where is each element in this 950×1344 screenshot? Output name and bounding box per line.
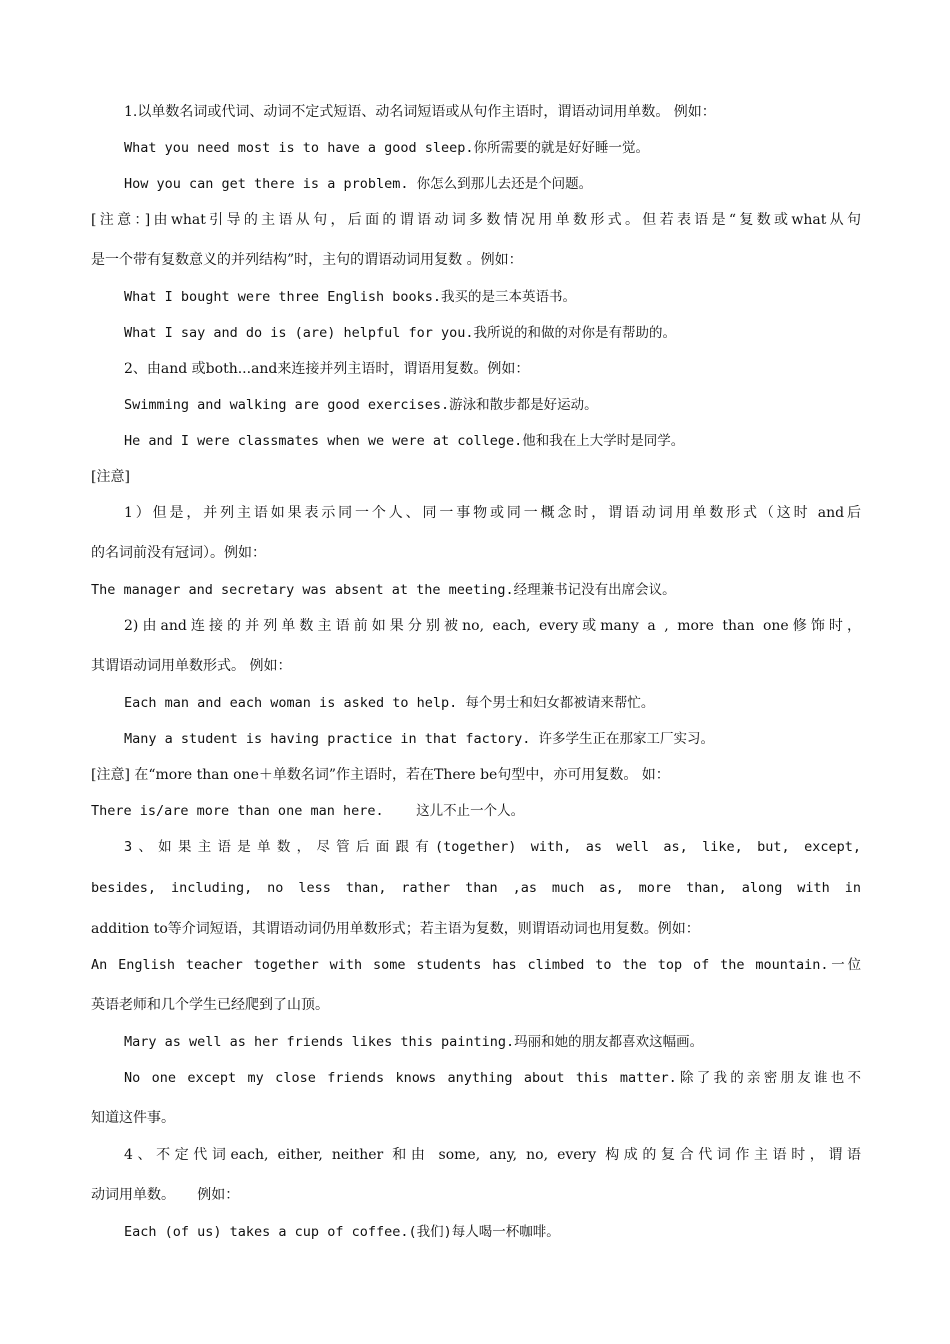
note-line: [注意：]由what引导的主语从句，后面的谓语动词多数情况用单数形式。但若表语是“复数或what从句 bbox=[91, 212, 861, 228]
example-line: 知道这件事。 bbox=[91, 1110, 175, 1126]
note-line: 其谓语动词用单数形式。 例如： bbox=[91, 658, 292, 674]
rule-4-line: 动词用单数。 例如： bbox=[91, 1187, 240, 1203]
rule-4-heading: 4、不定代词each, either, neither 和由 some, any, no, every 构成的复合代词作主语时，谓语 bbox=[124, 1147, 861, 1163]
example-line: He and I were classmates when we were at college.他和我在上大学时是同学。 bbox=[124, 433, 685, 449]
example-line: 英语老师和几个学生已经爬到了山顶。 bbox=[91, 997, 329, 1013]
example-line: Each (of us) takes a cup of coffee.(我们)每人喝一杯咖啡。 bbox=[124, 1224, 560, 1240]
rule-2-heading: 2、由and 或both...and来连接并列主语时，谓语用复数。例如： bbox=[124, 361, 530, 377]
rule-3-line: besides, including, no less than, rather than ,as much as, more than, along with in bbox=[91, 880, 861, 896]
example-line: An English teacher together with some students has climbed to the top of the mountain.一位 bbox=[91, 957, 861, 973]
example-line: There is/are more than one man here. 这儿不止一个人。 bbox=[91, 803, 525, 819]
example-line: Swimming and walking are good exercises.游泳和散步都是好运动。 bbox=[124, 397, 598, 413]
note-line: 2)由and连接的并列单数主语前如果分别被no, each, every或many a , more than one修饰时， bbox=[124, 618, 861, 634]
example-line: How you can get there is a problem. 你怎么到那儿去还是个问题。 bbox=[124, 176, 593, 192]
example-line: What you need most is to have a good sleep.你所需要的就是好好睡一觉。 bbox=[124, 140, 649, 156]
note-line: [注意] 在“more than one＋单数名词”作主语时，若在There be句型中，亦可用复数。 如： bbox=[91, 767, 670, 783]
rule-3-heading: 3、如果主语是单数，尽管后面跟有(together) with, as well as, like, but, except, bbox=[124, 839, 861, 855]
example-line: Mary as well as her friends likes this painting.玛丽和她的朋友都喜欢这幅画。 bbox=[124, 1034, 704, 1050]
note-label: [注意] bbox=[91, 469, 130, 485]
example-line: What I say and do is (are) helpful for you.我所说的和做的对你是有帮助的。 bbox=[124, 325, 676, 341]
example-line: Many a student is having practice in that factory. 许多学生正在那家工厂实习。 bbox=[124, 731, 715, 747]
note-line: 是一个带有复数意义的并列结构”时，主句的谓语动词用复数 。例如： bbox=[91, 252, 523, 268]
rule-3-line: addition to等介词短语，其谓语动词仍用单数形式；若主语为复数，则谓语动词也用复数。例如： bbox=[91, 921, 700, 937]
example-line: The manager and secretary was absent at the meeting.经理兼书记没有出席会议。 bbox=[91, 582, 676, 598]
example-line: What I bought were three English books.我买的是三本英语书。 bbox=[124, 289, 576, 305]
rule-1-heading: 1.以单数名词或代词、动词不定式短语、动名词短语或从句作主语时，谓语动词用单数。 例如： bbox=[124, 104, 716, 120]
example-line: Each man and each woman is asked to help. 每个男士和妇女都被请来帮忙。 bbox=[124, 695, 655, 711]
note-line: 的名词前没有冠词）。例如： bbox=[91, 545, 266, 561]
example-line: No one except my close friends knows anything about this matter.除了我的亲密朋友谁也不 bbox=[124, 1070, 861, 1086]
note-line: 1）但是，并列主语如果表示同一个人、同一事物或同一概念时，谓语动词用单数形式（这时 and后 bbox=[124, 505, 861, 521]
